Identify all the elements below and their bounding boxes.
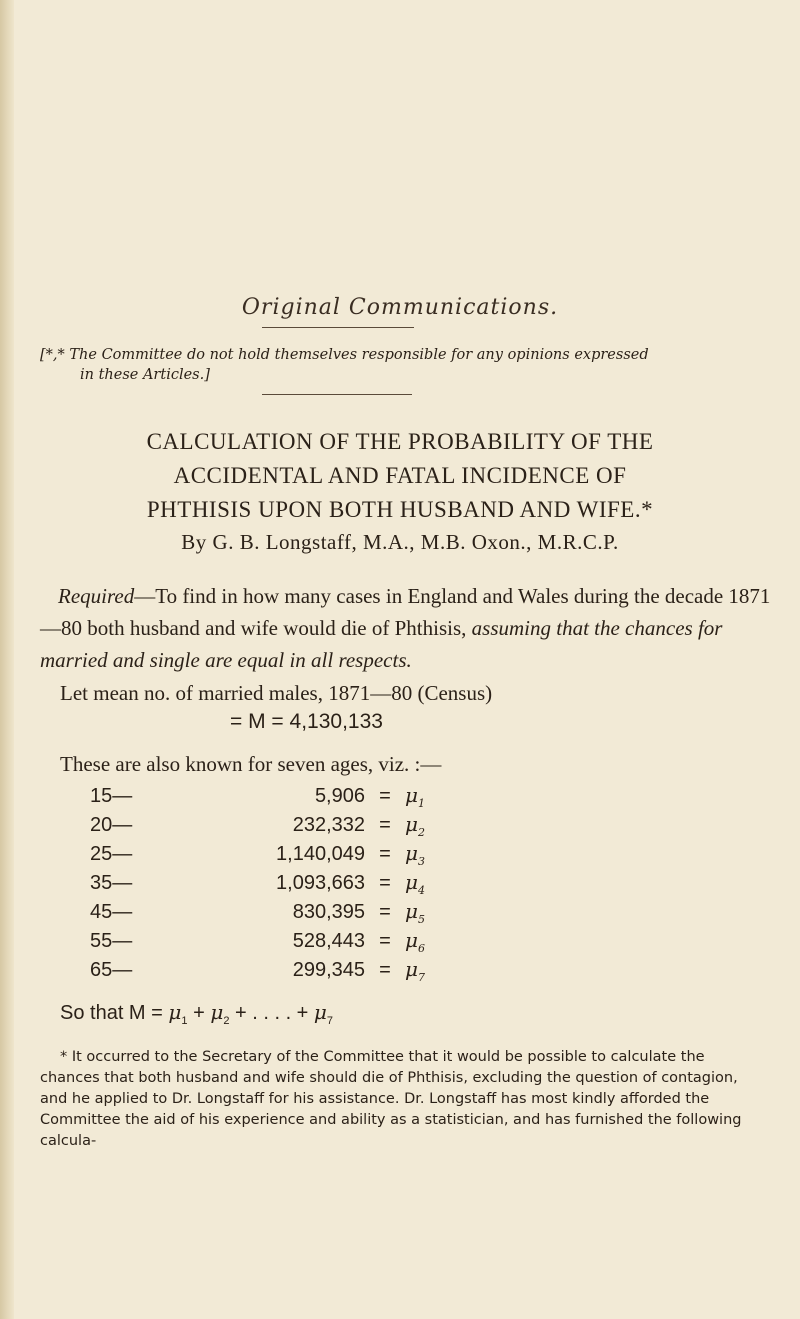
- table-row: 55— 528,443 = $\mu_6$: [90, 928, 425, 955]
- table-row: 15— 5,906 = $\mu_1$: [90, 783, 425, 810]
- title-line-2: ACCIDENTAL AND FATAL INCIDENCE OF: [173, 463, 627, 488]
- article-title: [0, 425, 800, 527]
- ages-table: [90, 782, 445, 985]
- known-line: These are also known for seven ages, viz. :—: [60, 752, 442, 776]
- divider-top: [262, 327, 414, 328]
- table-row: 20— 232,332 = $\mu_2$: [90, 812, 425, 839]
- byline: By G. B. Longstaff, M.A., M.B. Oxon., M.R.C.P.: [181, 530, 619, 554]
- required-label: Required: [58, 584, 135, 608]
- required-italic: assuming that the chances for married and single are equal in all respects.: [40, 616, 723, 672]
- divider-bottom: [262, 394, 412, 395]
- mean-line: Let mean no. of married males, 1871—80 (Census): [60, 681, 493, 705]
- table-row: 35— 1,093,663 = $\mu_4$: [90, 870, 425, 897]
- required-text: —To find in how many cases in England and Wales during the decade 1871—80 both husband and wife would die of Phthisis,: [40, 584, 771, 640]
- table-row: 25— 1,140,049 = $\mu_3$: [90, 841, 425, 868]
- disclaimer-line-2: in these Articles.]: [80, 367, 210, 383]
- disclaimer: [40, 345, 770, 385]
- table-row: 65— 299,345 = $\mu_7$: [90, 957, 425, 984]
- required-paragraph: [40, 580, 775, 676]
- so-that-equation: So that $M = \mu_1 + \mu_2$ + . . . . + $\mu_7$: [60, 1000, 334, 1027]
- page-edge: [0, 0, 14, 1319]
- table-row: 45— 830,395 = $\mu_5$: [90, 899, 425, 926]
- title-line-3: PHTHISIS UPON BOTH HUSBAND AND WIFE.*: [146, 497, 654, 522]
- footnote: * It occurred to the Secretary of the Committee that it would be possible to calculate the chances that both husband and wife should die of Phthisis, excluding the question of contagion, and he applied to Dr. Longstaff for his assistance. Dr. Longstaff has most kindly afforded the Committee the aid of his experience and ability as a statistician, and has furnished the following calcula-: [40, 1049, 742, 1149]
- section-heading: Original Communications.: [241, 295, 559, 320]
- equation: = M = 4,130,133: [230, 710, 383, 733]
- disclaimer-line-1: [*,* The Committee do not hold themselves responsible for any opinions expressed: [40, 347, 649, 363]
- title-line-1: CALCULATION OF THE PROBABILITY OF THE: [146, 429, 654, 454]
